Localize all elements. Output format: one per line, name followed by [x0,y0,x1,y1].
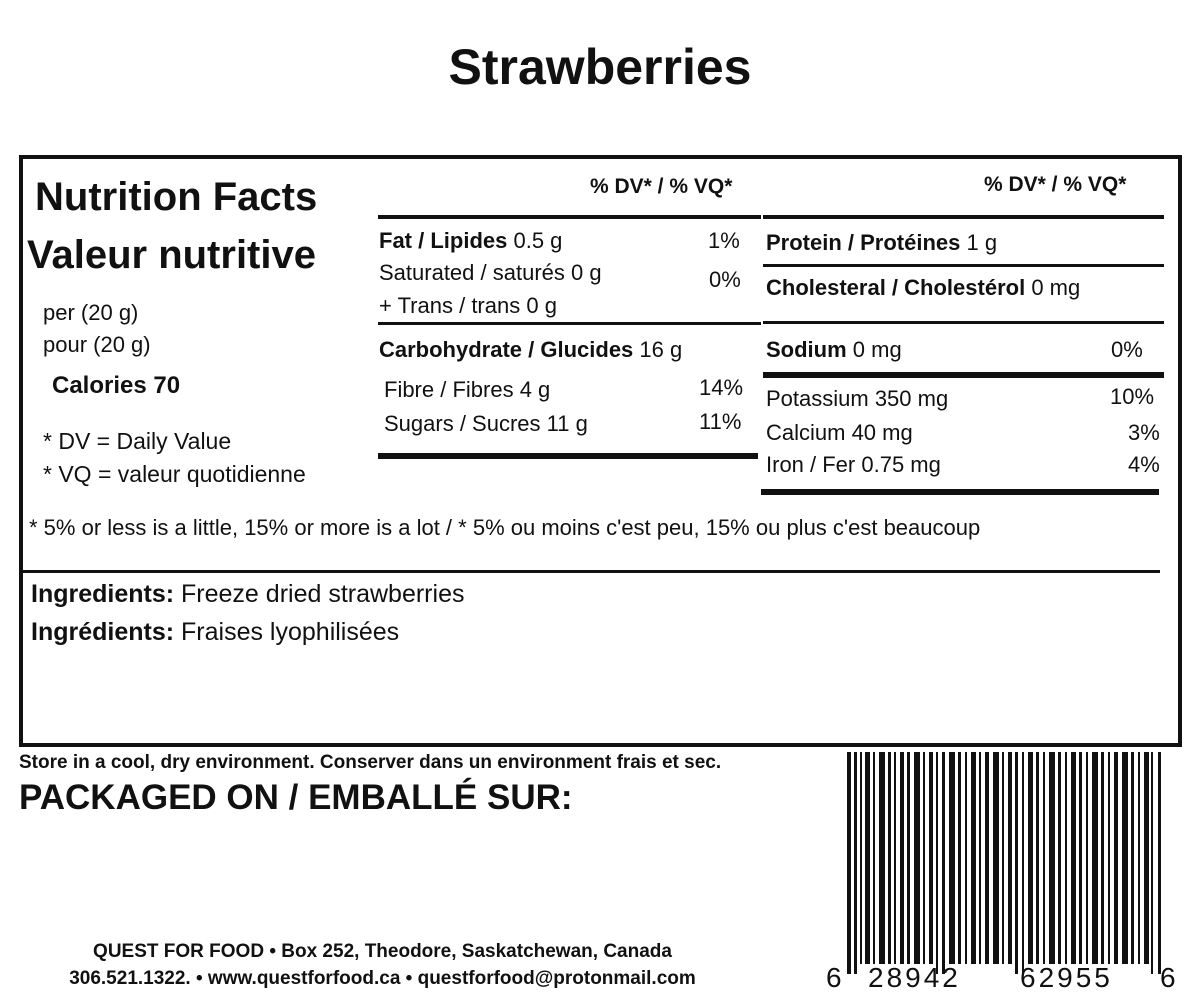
ingredients-en-value: Freeze dried strawberries [181,580,465,608]
product-title: Strawberries [448,39,752,95]
barcode-bar [985,752,989,964]
ingredients-en [31,580,464,609]
barcode-bar [1028,752,1033,964]
barcode-bar [1151,752,1153,974]
barcode-digit-first: 6 [826,962,842,993]
storage-instructions: Store in a cool, dry environment. Conserver dans un environment frais et sec. [19,752,722,773]
barcode-bar [1015,752,1018,974]
barcode-bar [1071,752,1076,964]
ingredients-fr-value: Fraises lyophilisées [181,618,400,646]
barcode-bar [936,752,938,974]
barcode-bar [1122,752,1128,964]
barcode-bar [1036,752,1039,964]
barcode-bar [900,752,904,964]
barcode-digits-right: 62955 [1020,962,1113,993]
carbohydrate-label: Carbohydrate / Glucides [379,337,634,362]
sodium-row [766,337,902,363]
vq-note: * VQ = valeur quotidienne [43,461,306,487]
fat-amount: 0.5 g [513,228,563,253]
company-address: QUEST FOR FOOD • Box 252, Theodore, Saskatchewan, Canada [93,941,672,962]
sugars-dv: 11% [699,409,742,434]
barcode [845,752,1185,964]
barcode-bar [979,752,981,964]
serving-size-en: per (20 g) [43,300,139,325]
barcode-bar [1065,752,1067,964]
fibre-dv: 14% [699,375,744,400]
dv-footnote: * 5% or less is a little, 15% or more is a lot / * 5% ou moins c'est peu, 15% ou plus c'est beaucoup [29,515,981,540]
calcium-row: Calcium 40 mg [766,420,913,445]
cholesterol-amount: 0 mg [1031,275,1081,300]
fat-row [379,228,562,254]
calcium-dv: 3% [1128,420,1160,445]
barcode-bar [1092,752,1098,964]
barcode-bar [923,752,925,964]
barcode-bar [929,752,933,964]
barcode-bar [1114,752,1118,964]
barcode-bar [1131,752,1134,964]
divider [23,570,1160,573]
barcode-bar [1158,752,1161,974]
protein-amount: 1 g [966,230,998,255]
barcode-bar [958,752,961,964]
barcode-bar [894,752,896,964]
barcode-bar [1002,752,1004,964]
barcode-bar [965,752,967,964]
fat-label: Fat / Lipides [379,228,508,253]
barcode-bar [1108,752,1110,964]
barcode-bar [860,752,862,964]
barcode-bar [847,752,851,974]
cholesterol-row [766,275,1080,301]
iron-dv: 4% [1128,452,1160,477]
barcode-bar [993,752,999,964]
iron-row: Iron / Fer 0.75 mg [766,452,941,477]
packaged-on-label: PACKAGED ON / EMBALLÉ SUR: [19,778,573,817]
ingredients-fr-label: Ingrédients: [31,618,175,646]
dv-header-middle: % DV* / % VQ* [590,175,733,198]
divider [761,489,1159,495]
barcode-bar [1144,752,1149,964]
saturated-dv: 0% [709,267,741,292]
barcode-bar [865,752,870,964]
potassium-row: Potassium 350 mg [766,386,949,411]
barcode-bar [1043,752,1045,964]
divider [763,321,1164,324]
barcode-bar [1058,752,1061,964]
barcode-bar [854,752,857,974]
barcode-bar [888,752,891,964]
barcode-bar [1079,752,1082,964]
divider [763,372,1164,378]
protein-row [766,230,997,256]
barcode-bar [873,752,875,964]
barcode-bar [1086,752,1088,964]
sodium-label: Sodium [766,337,847,362]
potassium-dv: 10% [1110,384,1155,409]
barcode-bar [907,752,910,964]
ingredients-fr [31,618,399,647]
fat-dv: 1% [708,228,740,253]
barcode-bar [914,752,920,964]
barcode-bar [879,752,885,964]
dv-note: * DV = Daily Value [43,428,232,454]
trans-row: + Trans / trans 0 g [379,293,557,318]
barcode-bar [949,752,955,964]
company-contact: 306.521.1322. • www.questforfood.ca • questforfood@protonmail.com [69,968,696,989]
divider [378,322,761,325]
barcode-bar [942,752,945,974]
barcode-digits-left: 28942 [868,962,961,993]
heading-nutrition-facts: Nutrition Facts [35,175,318,219]
barcode-bar [1138,752,1140,964]
protein-label: Protein / Protéines [766,230,961,255]
barcode-bar [1101,752,1104,964]
fibre-row: Fibre / Fibres 4 g [384,377,551,402]
dv-header-right: % DV* / % VQ* [984,173,1127,196]
carbohydrate-amount: 16 g [639,337,683,362]
calories: Calories 70 [52,372,181,399]
divider [763,264,1164,267]
divider [763,215,1164,219]
sodium-dv: 0% [1111,337,1143,362]
saturated-row: Saturated / saturés 0 g [379,260,602,285]
divider [378,453,758,459]
barcode-bar [1008,752,1012,964]
barcode-bar [1022,752,1024,974]
barcode-bar [971,752,976,964]
serving-size-fr: pour (20 g) [43,332,151,357]
divider [378,215,761,219]
barcode-bar [1049,752,1055,964]
barcode-digit-check: 6 [1160,962,1176,993]
sodium-amount: 0 mg [852,337,902,362]
carbohydrate-row [379,337,682,363]
cholesterol-label: Cholesteral / Cholestérol [766,275,1026,300]
heading-valeur-nutritive: Valeur nutritive [27,233,316,277]
sugars-row: Sugars / Sucres 11 g [384,411,588,436]
ingredients-en-label: Ingredients: [31,580,175,608]
